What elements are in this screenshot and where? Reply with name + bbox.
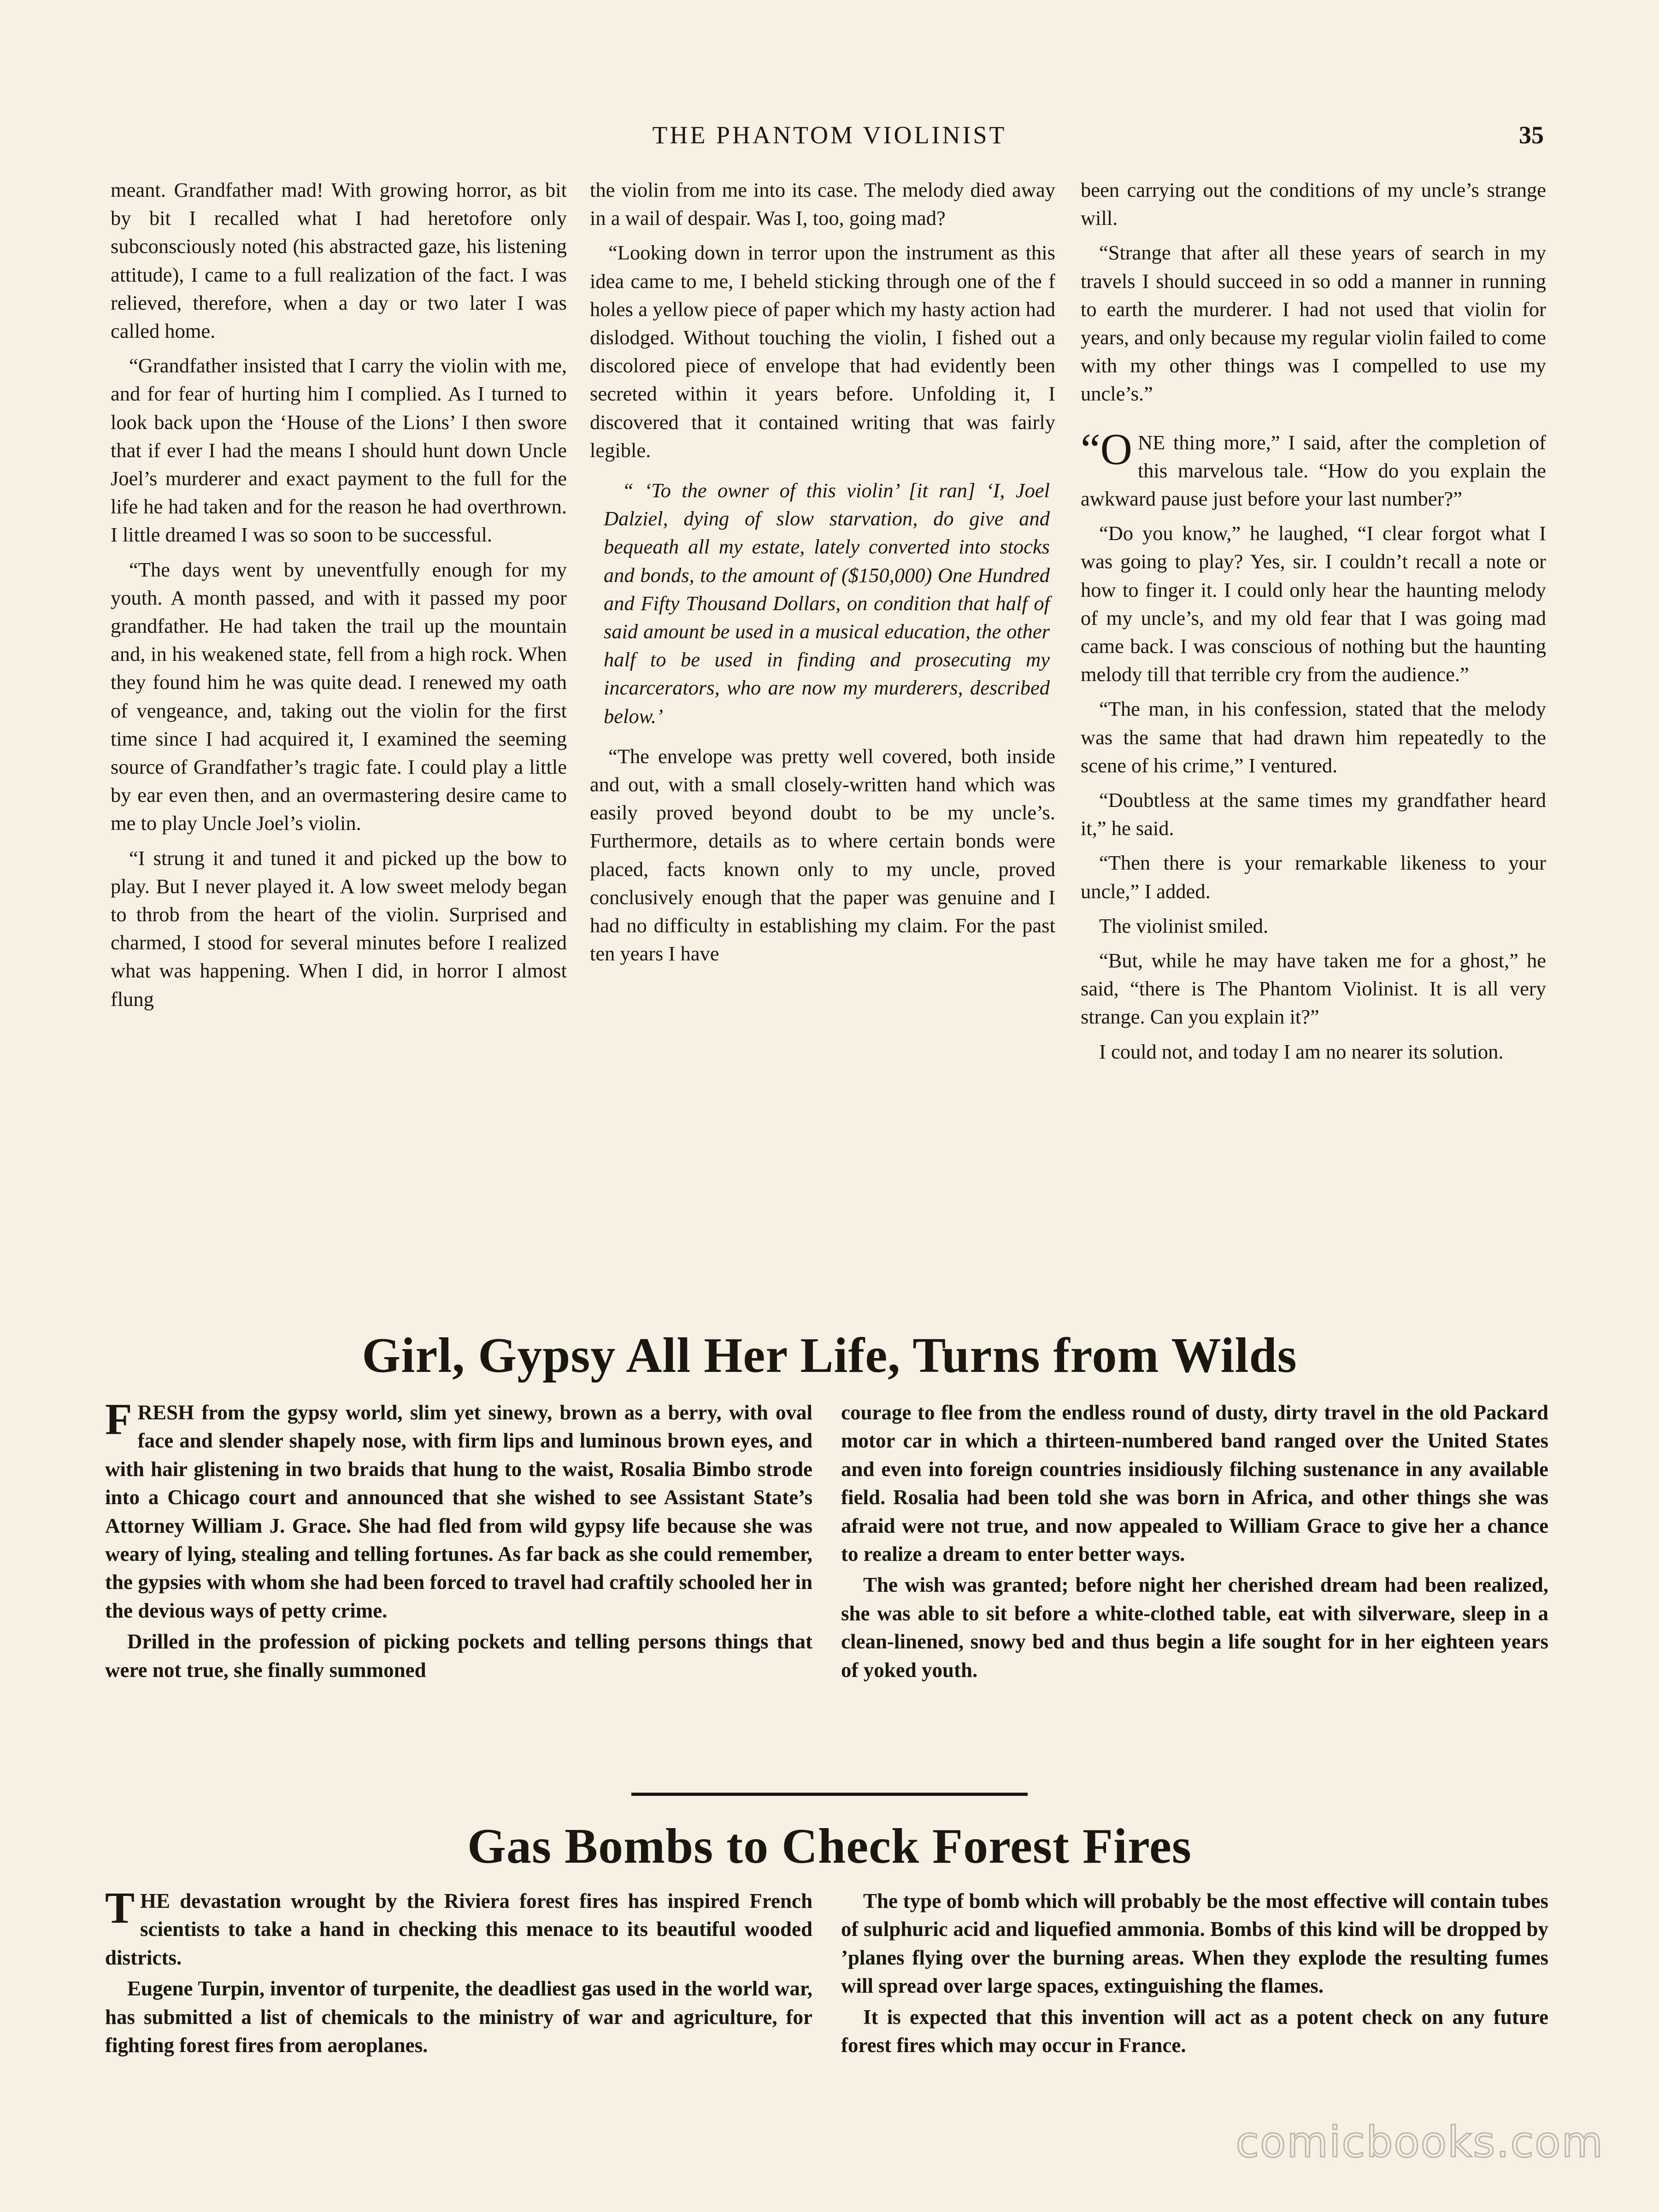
paragraph: the violin from me into its case. The melody died away in a wail of despair. Was I, too, going mad?: [590, 178, 1055, 230]
paragraph: Eugene Turpin, inventor of turpenite, the deadliest gas used in the world war, has submitted a list of chemicals to the ministry of war and agriculture, for fighting forest fires from aeroplanes.: [105, 1977, 812, 2057]
section-paragraph: [1081, 424, 1546, 513]
violinist-column-3: [1081, 176, 1546, 1282]
paragraph: “The days went by uneventfully enough for my youth. A month passed, and with it passed my poor grandfather. He had taken the trail up the mountain and, in his weakened state, fell from a high rock. When they found him he was quite dead. I renewed my oath of vengeance, and, taking out the violin for the first time since I had acquired it, I examined the seeming source of Grandfather’s tragic fate. I could play a little by ear even then, and an overmastering desire came to me to play Uncle Joel’s violin.: [111, 558, 567, 835]
paragraph: Drilled in the profession of picking pockets and telling persons things that were not true, she finally summoned: [105, 1630, 812, 1682]
paragraph: The wish was granted; before night her cherished dream had been realized, she was able to sit before a white-clothed table, eat with silverware, sleep in a clean-linened, snowy bed and thus begin a life sought for in her eighteen years of yoked youth.: [841, 1573, 1548, 1682]
paragraph: It is expected that this invention will act as a potent check on any future forest fires which may occur in France.: [841, 2005, 1548, 2057]
paragraph: “Grandfather insisted that I carry the violin with me, and for fear of hurting him I complied. As I turned to look back upon the ‘House of the Lions’ I then swore that if ever I had the means I should hunt down Uncle Joel’s murderer and exact payment to the full for the life he had taken and for the reason he had overthrown. I little dreamed I was so soon to be successful.: [111, 354, 567, 547]
paragraph-text: HE devastation wrought by the Riviera forest fires has inspired French scientists to take a hand in checking this menace to its beautiful wooded districts.: [105, 1889, 812, 1969]
paragraph: “Do you know,” he laughed, “I clear forgot what I was going to play? Yes, sir. I couldn’t recall a note or how to finger it. I could only hear the haunting melody of my uncle’s, and my old fear that I was going mad came back. I was conscious of nothing but the haunting melody till that terrible cry from the audience.”: [1081, 522, 1546, 686]
paragraph: courage to flee from the endless round of dusty, dirty travel in the old Packard motor car in which a thirteen-numbered band ranged over the United States and even into foreign countries insidiously filching sustenance in any available field. Rosalia had been told she was born in Africa, and other things she was afraid were not true, and now appealed to William Grace to give her a chance to realize a dream to enter better ways.: [841, 1401, 1548, 1566]
violinist-column-1: [111, 176, 567, 1282]
drop-cap: F: [105, 1394, 132, 1444]
violinist-column-2: [590, 176, 1055, 1282]
drop-cap: “O: [1081, 424, 1132, 474]
will-quotation: “ ‘To the owner of this violin’ [it ran] ‘I, Joel Dalziel, dying of slow starvation, do give and bequeath all my estate, lately converted into stocks and bonds, to the amount of ($150,000) One Hundred and Fifty Thousand Dollars, on condition that half of said amount be used in a musical education, the other half to be used in finding and prosecuting my incarcerators, who are now my murderers, described below.’: [604, 479, 1050, 728]
page-number: 35: [1519, 121, 1544, 149]
paragraph: “Strange that after all these years of search in my travels I should succeed in so odd a manner in running to earth the murderer. I had not used that violin for years, and only because my regular violin failed to come with my other things was I compelled to use my uncle’s.”: [1081, 241, 1546, 406]
gypsy-column-1: [105, 1394, 812, 1687]
paragraph: “The envelope was pretty well covered, both inside and out, with a small closely-written hand which was easily proved beyond doubt to be my uncle’s. Furthermore, details as to where certain bonds were placed, facts known only to my uncle, proved conclusively enough that the paper was genuine and I had no difficulty in establishing my claim. For the past ten years I have: [590, 744, 1055, 965]
gypsy-column-2: [841, 1399, 1548, 1687]
running-title: THE PHANTOM VIOLINIST: [652, 121, 1007, 149]
paragraph: The violinist smiled.: [1099, 914, 1269, 937]
paragraph: [105, 1883, 812, 1972]
paragraph: “I strung it and tuned it and picked up the bow to play. But I never played it. A low sweet melody began to throb from the heart of the violin. Surprised and charmed, I stood for several minutes before I realized what was happening. When I did, in horror I almost flung: [111, 846, 567, 1011]
paragraph: been carrying out the conditions of my uncle’s strange will.: [1081, 178, 1546, 230]
paragraph-text: RESH from the gypsy world, slim yet sinewy, brown as a berry, with oval face and slender shapely nose, with firm lips and luminous brown eyes, and with hair glistening in two braids that hung to the waist, Rosalia Bimbo strode into a Chicago court and announced that she wished to see Assistant State’s Attorney William J. Grace. She had fled from wild gypsy life because she was weary of lying, stealing and telling fortunes. As far back as she could remember, the gypsies with whom she had been forced to travel had craftily schooled her in the devious ways of petty crime.: [105, 1401, 812, 1622]
paragraph: “Then there is your remarkable likeness to your uncle,” I added.: [1081, 851, 1546, 903]
watermark-logo: comicbooks.com: [1235, 2118, 1604, 2167]
gypsy-headline: Girl, Gypsy All Her Life, Turns from Wilds: [362, 1328, 1297, 1383]
paragraph: I could not, and today I am no nearer its solution.: [1099, 1040, 1504, 1063]
page-header: [104, 121, 1555, 153]
gas-column-2: [841, 1887, 1548, 2062]
section-divider: [631, 1793, 1028, 1796]
paragraph: “The man, in his confession, stated that the melody was the same that had drawn him repeatedly to the scene of his crime,” I ventured.: [1081, 697, 1546, 777]
drop-cap: T: [105, 1883, 135, 1932]
paragraph: “But, while he may have taken me for a ghost,” he said, “there is The Phantom Violinist. It is all very strange. Can you explain it?”: [1081, 949, 1546, 1029]
paragraph: The type of bomb which will probably be the most effective will contain tubes of sulphuric acid and liquefied ammonia. Bombs of this kind will be dropped by ’planes flying over the burning areas. When they explode the resulting fumes will spread over large spaces, extinguishing the flames.: [841, 1889, 1548, 1998]
paragraph: [105, 1394, 812, 1625]
paragraph: “Looking down in terror upon the instrument as this idea came to me, I beheld sticking through one of the f holes a yellow piece of paper which my hasty action had dislodged. Without touching the violin, I fished out a discolored piece of envelope that had evidently been secreted within it years before. Unfolding it, I discovered that it contained writing that was fairly legible.: [590, 241, 1055, 462]
paragraph: “Doubtless at the same times my grandfather heard it,” he said.: [1081, 788, 1546, 840]
paragraph-text: NE thing more,” I said, after the completion of this marvelous tale. “How do you explain the awkward pause just before your last number?”: [1081, 430, 1546, 511]
gas-column-1: [105, 1883, 812, 2062]
gas-headline: Gas Bombs to Check Forest Fires: [467, 1819, 1192, 1874]
paragraph: meant. Grandfather mad! With growing horror, as bit by bit I recalled what I had heretofore only subconsciously noted (his abstracted gaze, his listening attitude), I came to a full realization of the fact. I was relieved, therefore, when a day or two later I was called home.: [111, 178, 567, 343]
